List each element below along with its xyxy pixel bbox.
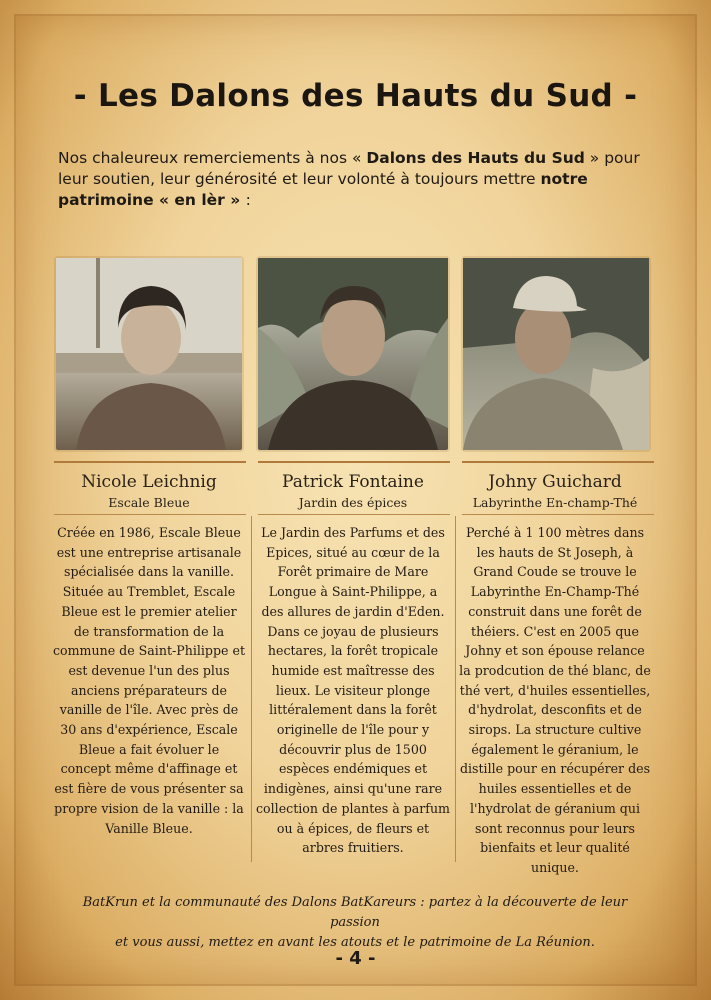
column-divider-left: [251, 516, 252, 862]
portrait-photo-patrick: [258, 258, 448, 450]
company-divider-3: [462, 514, 654, 515]
company-divider-2: [258, 514, 450, 515]
intro-paragraph: Nos chaleureux remerciements à nos « Dalons des Hauts du Sud » pour leur soutien, leur générosité et leur volonté à toujours mettre notre patrimoine « en lèr » :: [58, 149, 640, 209]
name-divider-3: [462, 461, 654, 463]
footer-text: [60, 893, 650, 953]
page-number: - 4 -: [335, 948, 376, 969]
profile-description: Le Jardin des Parfums et des Epices, situé au cœur de la Forêt primaire de Mare Longue à Saint-Philippe, a des allures de jardin d'Eden. Dans ce joyau de plusieurs hectares, la forêt tropicale humide est maîtresse des lieux. Le visiteur plonge littéralement dans la forêt originelle de l'île pour y découvrir plus de 1500 espèces endémiques et indigènes, ainsi qu'une rare collection de plantes à parfum ou à épices, de fleurs et arbres fruitiers.: [256, 525, 451, 856]
profile-name: Patrick Fontaine: [282, 472, 424, 492]
profile-company: Escale Bleue: [108, 495, 190, 510]
intro-highlight-dalons: Dalons des Hauts du Sud: [366, 149, 585, 167]
profile-name: Johny Guichard: [488, 472, 622, 492]
footer-line-1: BatKrun et la communauté des Dalons BatKareurs : partez à la découverte de leur passion: [82, 895, 628, 930]
name-divider-2: [258, 461, 450, 463]
profile-description: Créée en 1986, Escale Bleue est une entreprise artisanale spécialisée dans la vanille. Située au Tremblet, Escale Bleue est le premier atelier de transformation de la commune de Saint-Philippe et est devenue l'un des plus anciens préparateurs de vanille de l'île. Avec près de 30 ans d'expérience, Escale Bleue a fait évoluer le concept même d'affinage et est fière de vous présenter sa propre vision de la vanille : la Vanille Bleue.: [52, 525, 246, 836]
profile-company: Jardin des épices: [298, 495, 408, 510]
company-divider-1: [54, 514, 246, 515]
profile-description: Perché à 1 100 mètres dans les hauts de St Joseph, à Grand Coude se trouve le Labyrinthe En-Champ-Thé construit dans une forêt de théiers. C'est en 2005 que Johny et son épouse relance la prodcution de thé blanc, de thé vert, d'huiles essentielles, d'hydrolat, desconfits et de sirops. La structure cultive également le géranium, le distille pour en récupérer des huiles essentielles et de l'hydrolat de géranium qui sont reconnus pour leurs bienfaits et leur qualité unique.: [459, 525, 651, 875]
portrait-photo-nicole: [56, 258, 242, 450]
name-divider-1: [54, 461, 246, 463]
column-divider-right: [455, 516, 456, 862]
page-title: - Les Dalons des Hauts du Sud -: [73, 78, 638, 114]
footer-line-2: et vous aussi, mettez en avant les atouts et le patrimoine de La Réunion.: [115, 935, 595, 950]
portrait-photo-johny: [463, 258, 649, 450]
profile-name: Nicole Leichnig: [81, 472, 217, 492]
intro-highlight-patrimoine: notre patrimoine « en lèr »: [58, 170, 588, 209]
profile-company: Labyrinthe En-champ-Thé: [472, 495, 638, 510]
